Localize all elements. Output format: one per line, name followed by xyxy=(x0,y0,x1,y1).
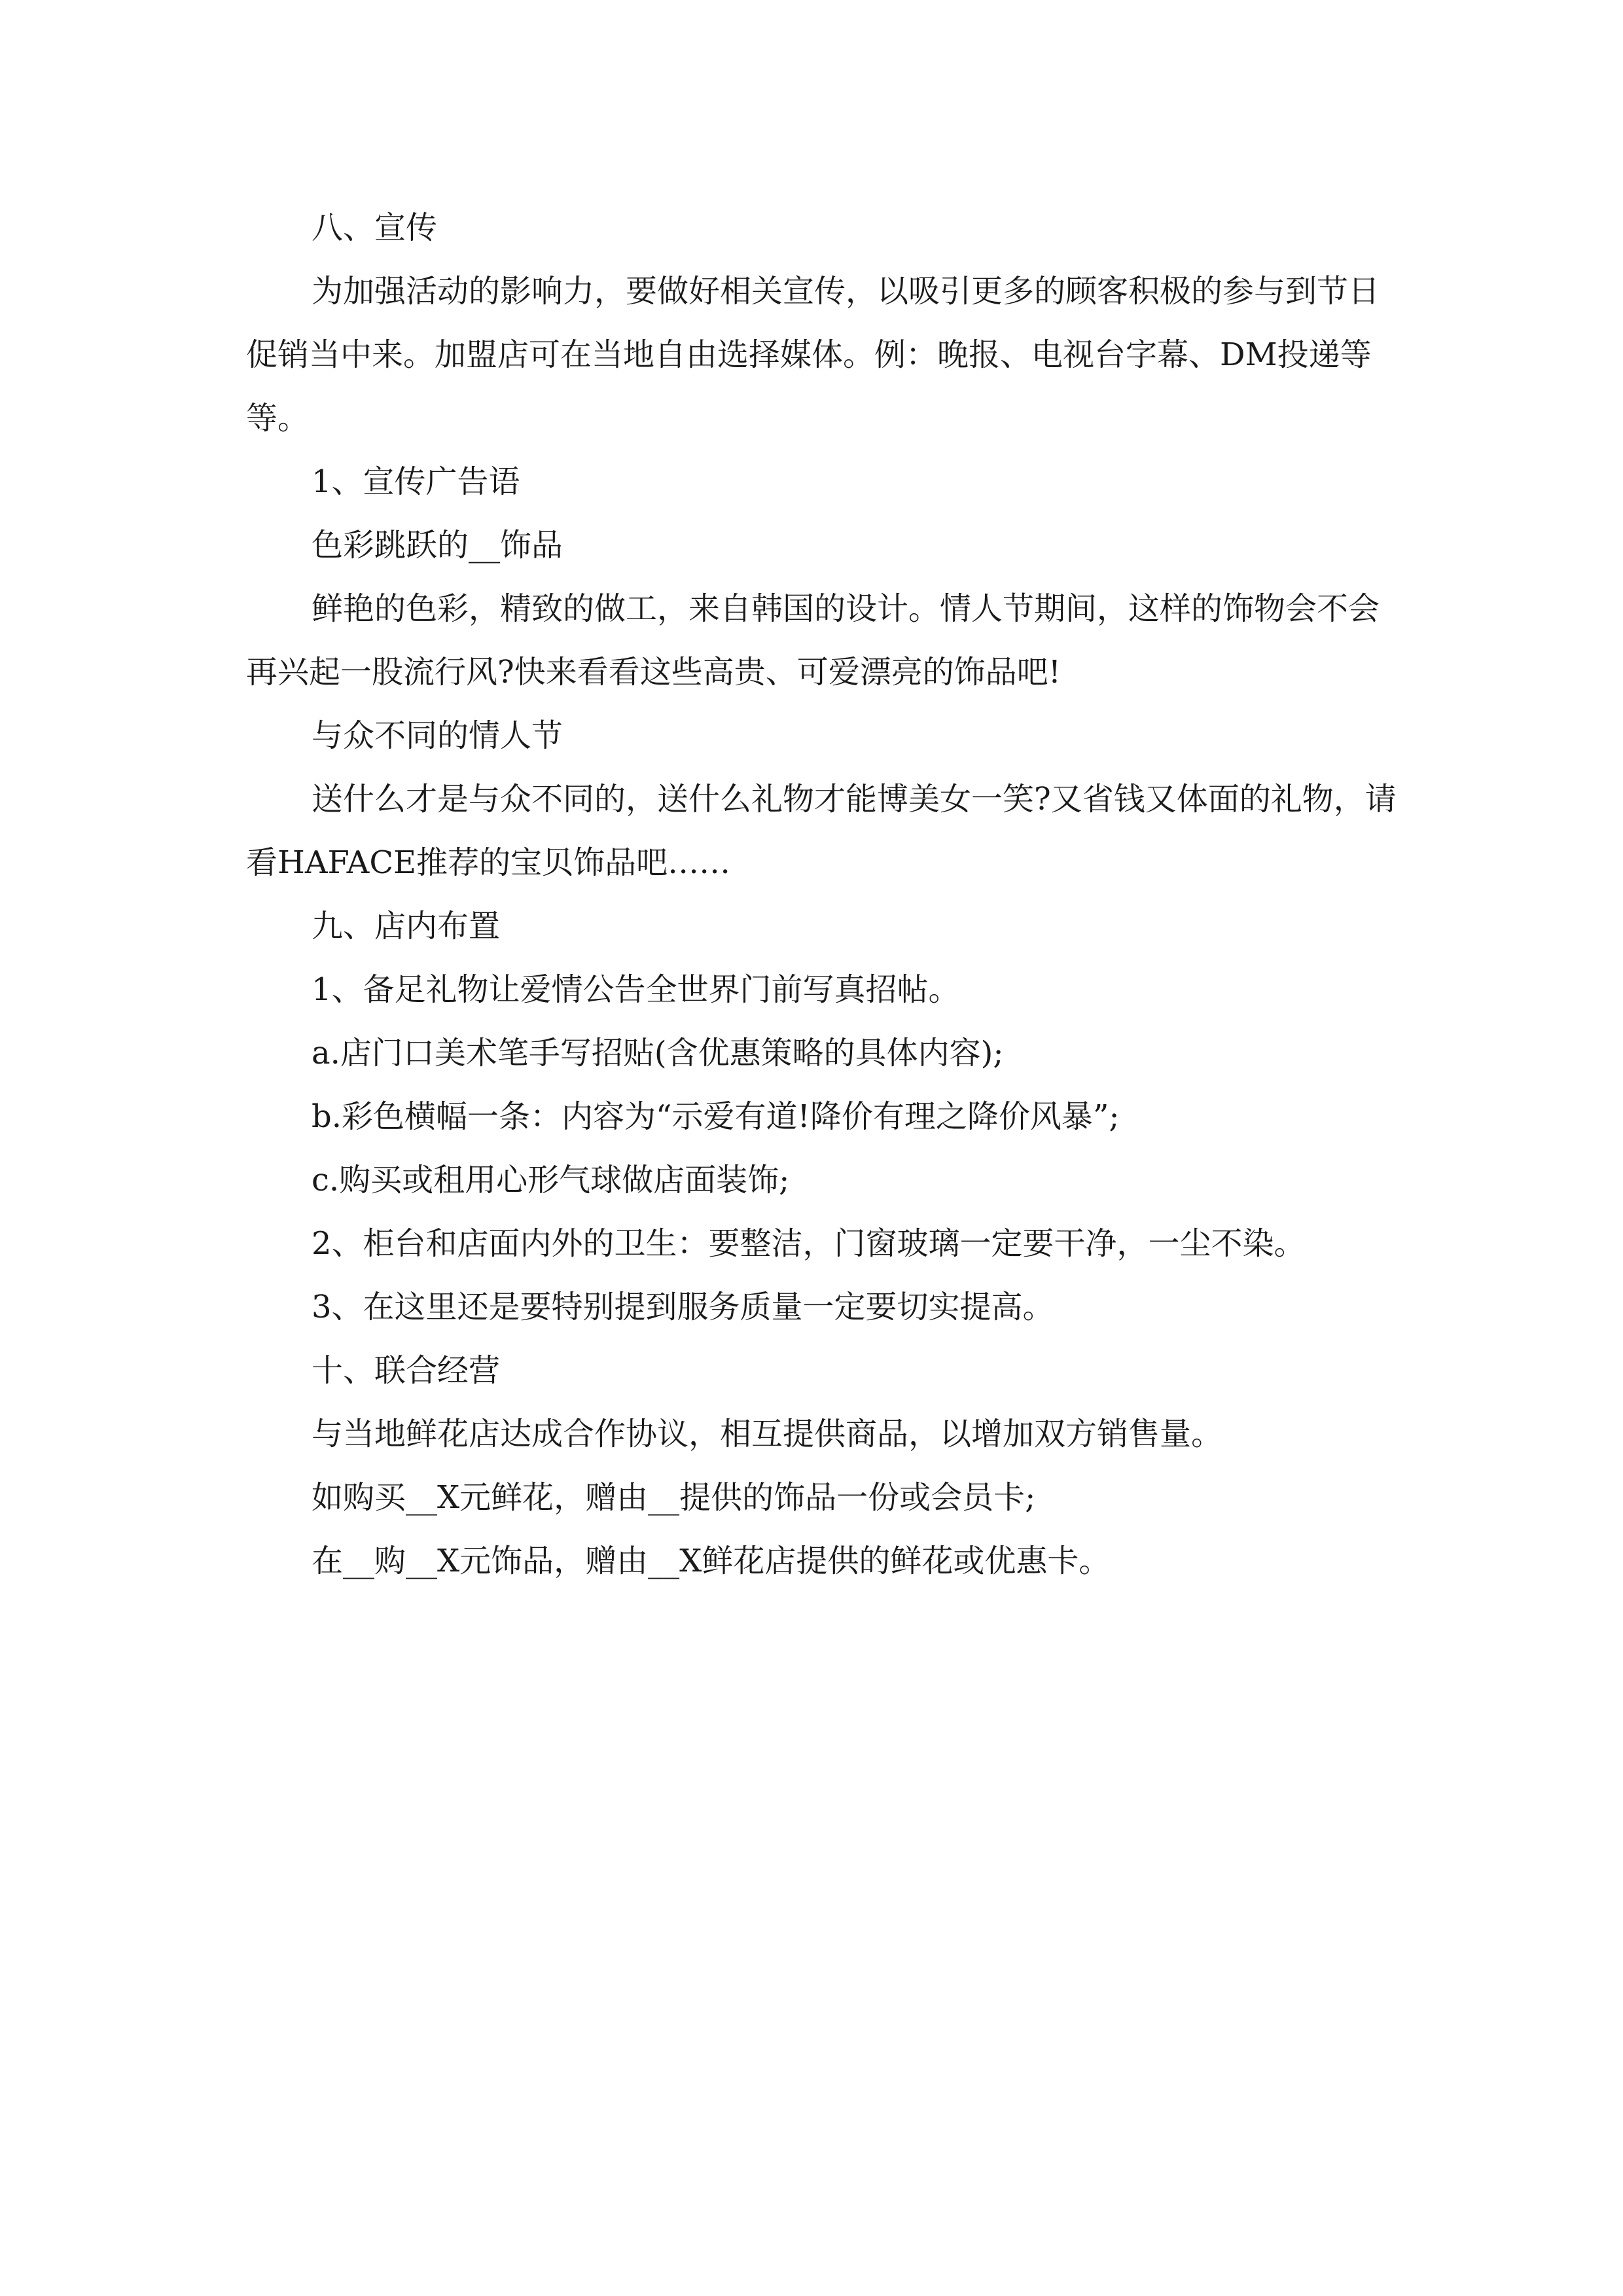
section-heading-9: 九、店内布置 xyxy=(312,908,501,944)
section-heading-10: 十、联合经营 xyxy=(312,1352,501,1389)
document-body xyxy=(246,196,1398,1593)
layout-item-a: a.店门口美术笔手写招贴(含优惠策略的具体内容); xyxy=(312,1035,1004,1071)
joint-item-1: 如购买__X元鲜花，赠由__提供的饰品一份或会员卡; xyxy=(312,1479,1036,1516)
layout-item-c: c.购买或租用心形气球做店面装饰; xyxy=(312,1162,790,1198)
subheading-slogan: 1、宣传广告语 xyxy=(312,463,520,500)
slogan-title-2: 与众不同的情人节 xyxy=(312,717,563,754)
slogan-body-1: 鲜艳的色彩，精致的做工，来自韩国的设计。情人节期间，这样的饰物会不会再兴起一股流行风?快来看看这些高贵、可爱漂亮的饰品吧! xyxy=(246,590,1380,691)
layout-item-b: b.彩色横幅一条：内容为“示爱有道!降价有理之降价风暴”; xyxy=(312,1098,1120,1135)
promo-intro: 为加强活动的影响力，要做好相关宣传，以吸引更多的顾客积极的参与到节日促销当中来。加盟店可在当地自由选择媒体。例：晚报、电视台字幕、DM投递等等。 xyxy=(246,273,1380,437)
joint-intro: 与当地鲜花店达成合作协议，相互提供商品，以增加双方销售量。 xyxy=(312,1416,1223,1452)
layout-item-3: 3、在这里还是要特别提到服务质量一定要切实提高。 xyxy=(312,1289,1054,1325)
section-heading-8: 八、宣传 xyxy=(312,209,438,246)
joint-item-2: 在__购__X元饰品，赠由__X鲜花店提供的鲜花或优惠卡。 xyxy=(312,1543,1111,1579)
layout-item-2: 2、柜台和店面内外的卫生：要整洁，门窗玻璃一定要干净，一尘不染。 xyxy=(312,1225,1306,1262)
slogan-body-2: 送什么才是与众不同的，送什么礼物才能博美女一笑?又省钱又体面的礼物，请看HAFACE推荐的宝贝饰品吧…… xyxy=(246,781,1397,881)
slogan-title-1: 色彩跳跃的__饰品 xyxy=(312,527,563,564)
layout-item-1: 1、备足礼物让爱情公告全世界门前写真招帖。 xyxy=(312,971,960,1008)
